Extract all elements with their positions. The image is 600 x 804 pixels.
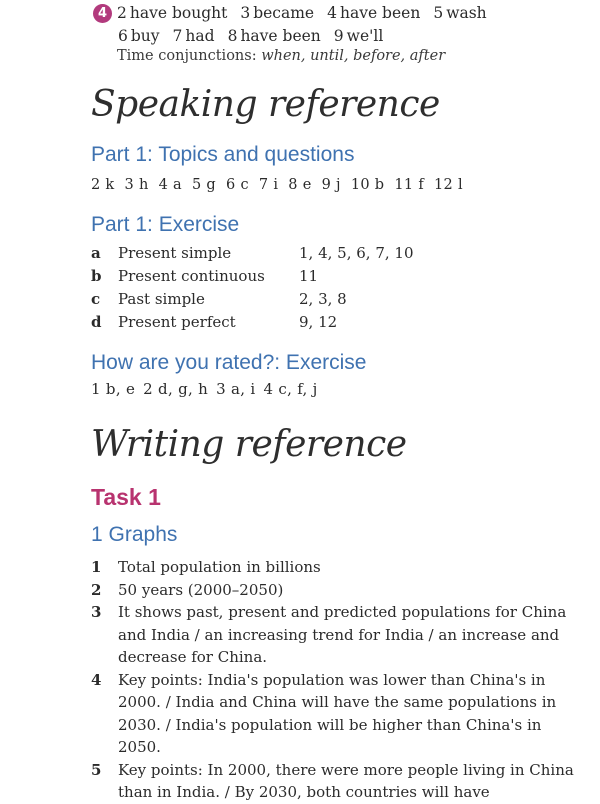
tense-name: Present simple — [118, 244, 232, 262]
part1-topics-answers — [91, 177, 473, 193]
topic-answer: 3 h — [124, 177, 149, 193]
exercise-row — [91, 288, 414, 311]
answer-number: 7 — [172, 27, 183, 45]
rated-answer: 3 a, i — [216, 380, 256, 398]
rated-exercise-heading: How are you rated?: Exercise — [91, 351, 367, 374]
graph-answer-item — [91, 556, 586, 579]
topic-answer: 11 f — [394, 177, 425, 193]
question-numbers: 2, 3, 8 — [299, 290, 347, 308]
exercise-4-line-1 — [93, 2, 500, 25]
graph-item-number: 4 — [91, 670, 102, 689]
answer-pair — [433, 2, 486, 25]
tense-name: Past simple — [118, 290, 205, 308]
answer-number: 8 — [227, 27, 238, 45]
writing-reference-title: Writing reference — [91, 424, 407, 465]
answer-pair — [228, 25, 321, 48]
time-conjunctions-values: when, until, before, after — [261, 48, 446, 64]
graph-item-text: Total population in billions — [118, 558, 321, 576]
graph-item-number: 1 — [91, 558, 102, 576]
exercise-letter: b — [91, 267, 102, 285]
part1-exercise-table — [91, 242, 414, 334]
rated-answer: 4 c, f, j — [263, 380, 318, 398]
rated-exercise-answers — [91, 380, 326, 398]
graph-item-number: 2 — [91, 580, 102, 599]
exercise-number-badge: 4 — [93, 4, 112, 23]
topic-answer: 10 b — [350, 177, 385, 193]
time-conjunctions-note — [117, 48, 445, 64]
rated-answer: 1 b, e — [91, 380, 136, 398]
graph-answer-item — [91, 759, 586, 804]
exercise-row — [91, 242, 414, 265]
answer-text: had — [185, 27, 215, 45]
topic-answer: 9 j — [321, 177, 341, 193]
graph-item-number: 3 — [91, 603, 102, 621]
part1-exercise-heading: Part 1: Exercise — [91, 213, 240, 236]
answer-number: 9 — [333, 27, 344, 45]
exercise-letter: a — [91, 244, 101, 262]
exercise-4-answers — [93, 2, 500, 48]
answer-pair — [118, 25, 160, 48]
answer-pair — [327, 2, 420, 25]
question-numbers: 9, 12 — [299, 313, 338, 331]
answer-text: have bought — [129, 4, 228, 22]
answer-number: 3 — [240, 4, 251, 22]
tense-name: Present continuous — [118, 267, 265, 285]
answer-text: became — [253, 4, 315, 22]
graph-answer-item — [91, 669, 586, 759]
task-1-heading: Task 1 — [91, 484, 161, 510]
answer-pair — [173, 25, 215, 48]
rated-answer: 2 d, g, h — [143, 380, 209, 398]
exercise-row — [91, 311, 414, 334]
exercise-letter: c — [91, 290, 101, 308]
answer-text: we'll — [346, 27, 384, 45]
graphs-heading: 1 Graphs — [91, 523, 178, 546]
topic-answer: 12 l — [434, 177, 463, 193]
graph-item-text: It shows past, present and predicted populations for China and India / an increasing trend for India / an increase and decrease for China. — [118, 603, 567, 666]
answer-text: have been — [339, 4, 421, 22]
question-numbers: 1, 4, 5, 6, 7, 10 — [299, 244, 414, 262]
answer-text: wash — [446, 4, 487, 22]
topic-answer: 2 k — [91, 177, 115, 193]
answer-pair — [334, 25, 384, 48]
question-numbers: 11 — [299, 267, 319, 285]
graph-answer-item — [91, 601, 586, 669]
topic-answer: 7 i — [258, 177, 279, 193]
exercise-row — [91, 265, 414, 288]
tense-name: Present perfect — [118, 313, 236, 331]
time-conjunctions-label: Time conjunctions: — [117, 48, 257, 64]
graph-answer-item — [91, 579, 586, 602]
answer-pair — [117, 2, 227, 25]
answer-number: 5 — [433, 4, 444, 22]
answer-number: 6 — [118, 27, 128, 45]
exercise-4-line-2 — [93, 25, 500, 48]
answer-text: buy — [130, 27, 160, 45]
part1-topics-heading: Part 1: Topics and questions — [91, 143, 355, 166]
answer-number: 2 — [117, 4, 127, 22]
exercise-letter: d — [91, 313, 102, 331]
graph-item-text: Key points: In 2000, there were more people living in China than in India. / By 2030, both countries will have — [118, 760, 574, 801]
graph-item-number: 5 — [91, 760, 102, 779]
topic-answer: 5 g — [192, 177, 217, 193]
answer-pair — [240, 2, 314, 25]
topic-answer: 8 e — [288, 177, 312, 193]
topic-answer: 4 a — [158, 177, 182, 193]
answer-text: have been — [240, 27, 321, 45]
graph-item-text: 50 years (2000–2050) — [118, 580, 284, 599]
answer-number: 4 — [327, 4, 337, 22]
topic-answer: 6 c — [226, 177, 249, 193]
graph-item-text: Key points: India's population was lower than China's in 2000. / India and China will have the same populations in 2030. / India's population will be higher than China's in 2050. — [118, 670, 557, 756]
speaking-reference-title: Speaking reference — [91, 84, 440, 125]
graphs-answer-list — [91, 556, 586, 804]
